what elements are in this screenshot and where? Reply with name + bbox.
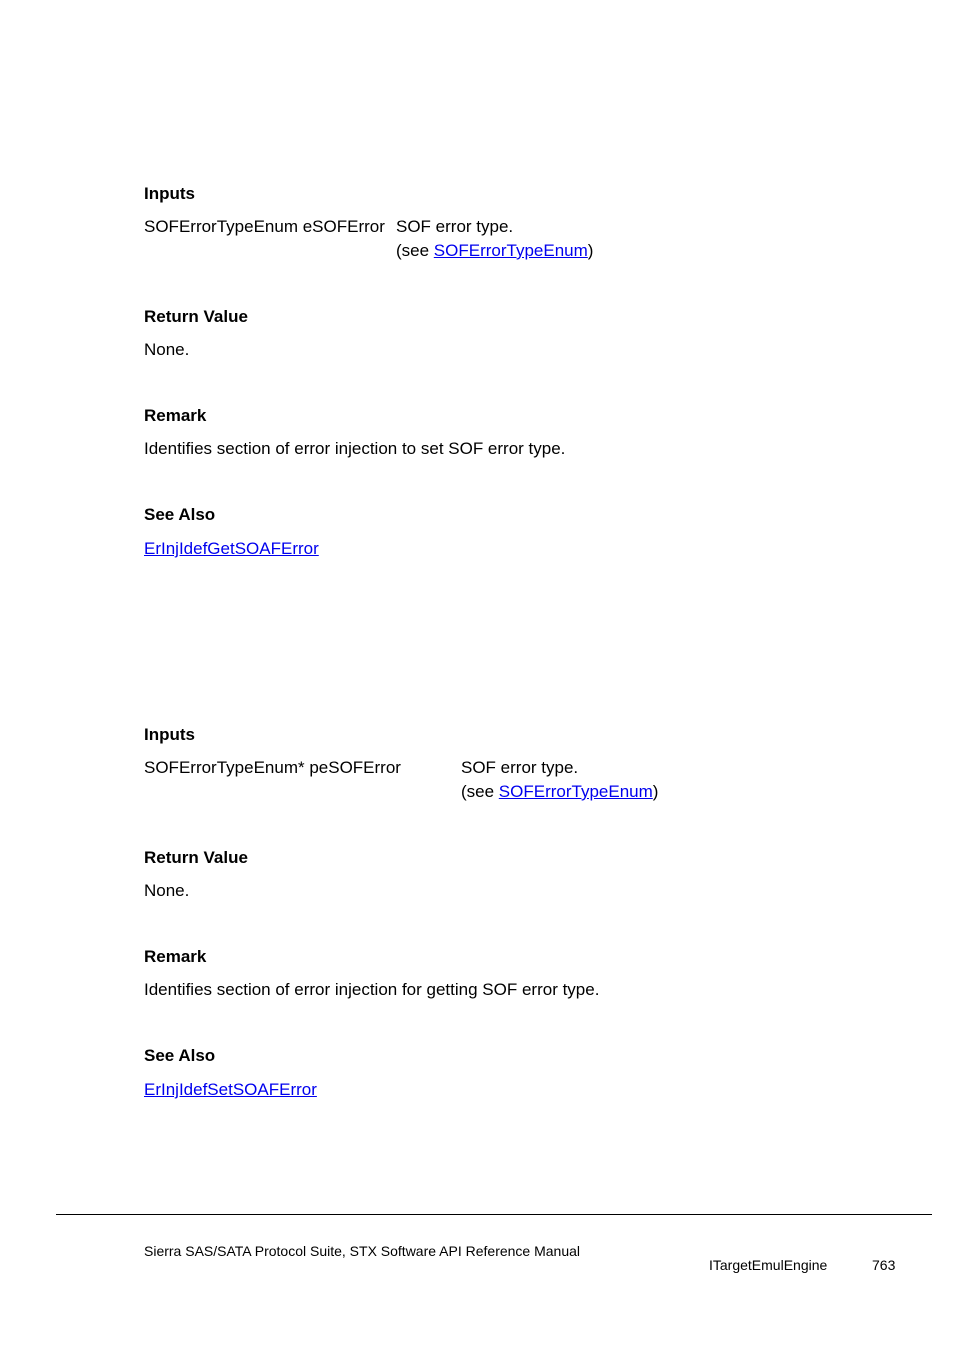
see-also-link[interactable]: ErInjIdefGetSOAFError [144, 539, 319, 558]
return-value-text: None. [144, 340, 190, 359]
param-description: SOF error type. [461, 758, 579, 777]
footer-divider [56, 1214, 932, 1215]
remark-heading: Remark [144, 947, 207, 966]
param-see-reference [461, 782, 658, 802]
see-suffix: ) [652, 782, 659, 801]
see-suffix: ) [587, 241, 594, 260]
inputs-heading: Inputs [144, 725, 195, 744]
param-description: SOF error type. [396, 217, 514, 236]
footer-page-number: 763 [872, 1257, 896, 1273]
param-name: SOFErrorTypeEnum eSOFError [144, 217, 385, 236]
remark-heading: Remark [144, 406, 207, 425]
see-prefix: (see [396, 241, 434, 260]
inputs-heading: Inputs [144, 184, 195, 203]
see-also-heading: See Also [144, 505, 216, 524]
return-value-heading: Return Value [144, 848, 248, 867]
param-see-reference [396, 241, 593, 261]
return-value-text: None. [144, 881, 190, 900]
sof-error-type-enum-link[interactable]: SOFErrorTypeEnum [433, 241, 588, 260]
see-also-heading: See Also [144, 1046, 216, 1065]
see-also-link[interactable]: ErInjIdefSetSOAFError [144, 1080, 317, 1099]
sof-error-type-enum-link[interactable]: SOFErrorTypeEnum [498, 782, 653, 801]
remark-text: Identifies section of error injection for getting SOF error type. [144, 980, 600, 999]
footer-section-name: ITargetEmulEngine [709, 1257, 828, 1273]
remark-text: Identifies section of error injection to set SOF error type. [144, 439, 566, 458]
see-prefix: (see [461, 782, 499, 801]
param-name: SOFErrorTypeEnum* peSOFError [144, 758, 401, 777]
return-value-heading: Return Value [144, 307, 248, 326]
footer-manual-title: Sierra SAS/SATA Protocol Suite, STX Software API Reference Manual [144, 1243, 581, 1259]
